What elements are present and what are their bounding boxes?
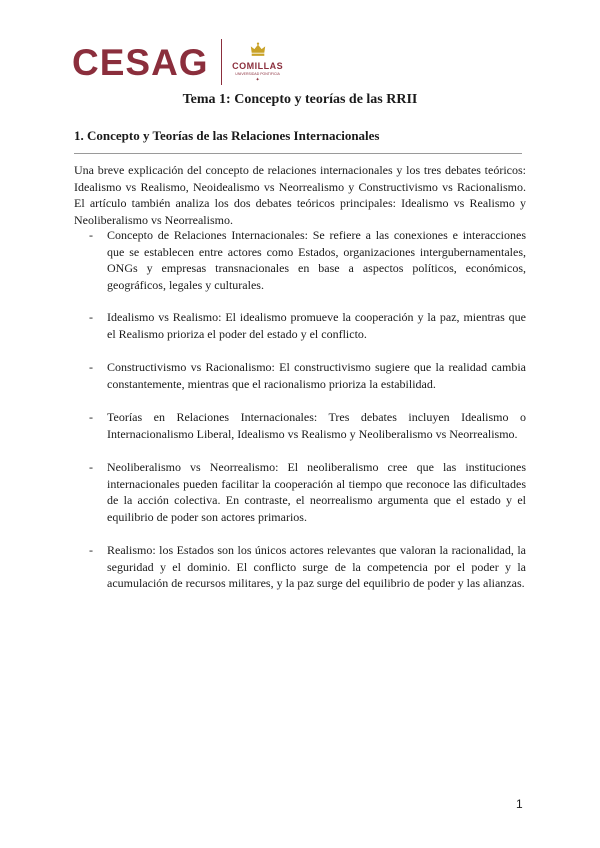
list-item — [74, 409, 526, 442]
bullet-dash: - — [89, 310, 93, 324]
logo-divider — [221, 39, 222, 85]
page-number: 1 — [516, 797, 523, 811]
list-item — [74, 459, 526, 525]
bullet-dash: - — [89, 410, 93, 424]
list-item-text: Neoliberalismo vs Neorrealismo: El neoliberalismo cree que las instituciones internacionales pueden facilitar la cooperación al tiempo que reconoce las dificultades de la acción colectiva. En contraste, el neorrealismo argumenta que el estado y el equilibrio de poder son actores primarios. — [107, 460, 526, 524]
list-item — [74, 309, 526, 342]
bullet-dash: - — [89, 360, 93, 374]
comillas-logo — [232, 41, 284, 83]
list-item-text: Constructivismo vs Racionalismo: El constructivismo sugiere que la realidad cambia constantemente, mientras que el racionalismo prioriza la estabilidad. — [107, 360, 526, 391]
bullet-list — [74, 227, 526, 592]
list-item — [74, 359, 526, 392]
document-title: Tema 1: Concepto y teorías de las RRII — [182, 92, 418, 107]
seal-mark-icon: ✦ — [255, 78, 260, 83]
comillas-wordmark: COMILLAS — [232, 61, 284, 71]
list-item — [74, 227, 526, 293]
comillas-subtext: UNIVERSIDAD PONTIFICIA — [235, 72, 280, 76]
list-item-text: Concepto de Relaciones Internacionales: Se refiere a las conexiones e interacciones que se establecen entre actores como Estados, organizaciones intergubernamentales, ONGs y empresas transnacionales en base a aspectos políticos, económicos, geográficos, legales y culturales. — [107, 228, 526, 292]
list-item-text: Realismo: los Estados son los únicos actores relevantes que valoran la racionalidad, la seguridad y el dominio. El conflicto surge de la competencia por el poder y la acumulación de recursos militares, y la paz surge del equilibrio de poder y las alianzas. — [107, 543, 526, 590]
section-divider — [74, 153, 522, 154]
header-logo — [72, 38, 284, 86]
cesag-logo: CESAG — [72, 41, 209, 83]
crown-crest-icon — [249, 41, 267, 59]
bullet-dash: - — [89, 228, 93, 242]
bullet-dash: - — [89, 543, 93, 557]
bullet-dash: - — [89, 460, 93, 474]
list-item — [74, 542, 526, 592]
list-item-text: Teorías en Relaciones Internacionales: Tres debates incluyen Idealismo o Internacionalismo Liberal, Idealismo vs Realismo y Neoliberalismo vs Neorrealismo. — [107, 410, 526, 441]
section-heading: 1. Concepto y Teorías de las Relaciones Internacionales — [74, 128, 380, 143]
list-item-text: Idealismo vs Realismo: El idealismo promueve la cooperación y la paz, mientras que el Realismo prioriza el poder del estado y el conflicto. — [107, 310, 526, 341]
intro-paragraph: Una breve explicación del concepto de relaciones internacionales y los tres debates teóricos: Idealismo vs Realismo, Neoidealismo vs Neorrealismo y Constructivismo vs Racionalismo. El artículo también analiza los dos debates teóricos principales: Idealismo vs Realismo y Neoliberalismo vs Neorrealismo. — [74, 163, 526, 227]
